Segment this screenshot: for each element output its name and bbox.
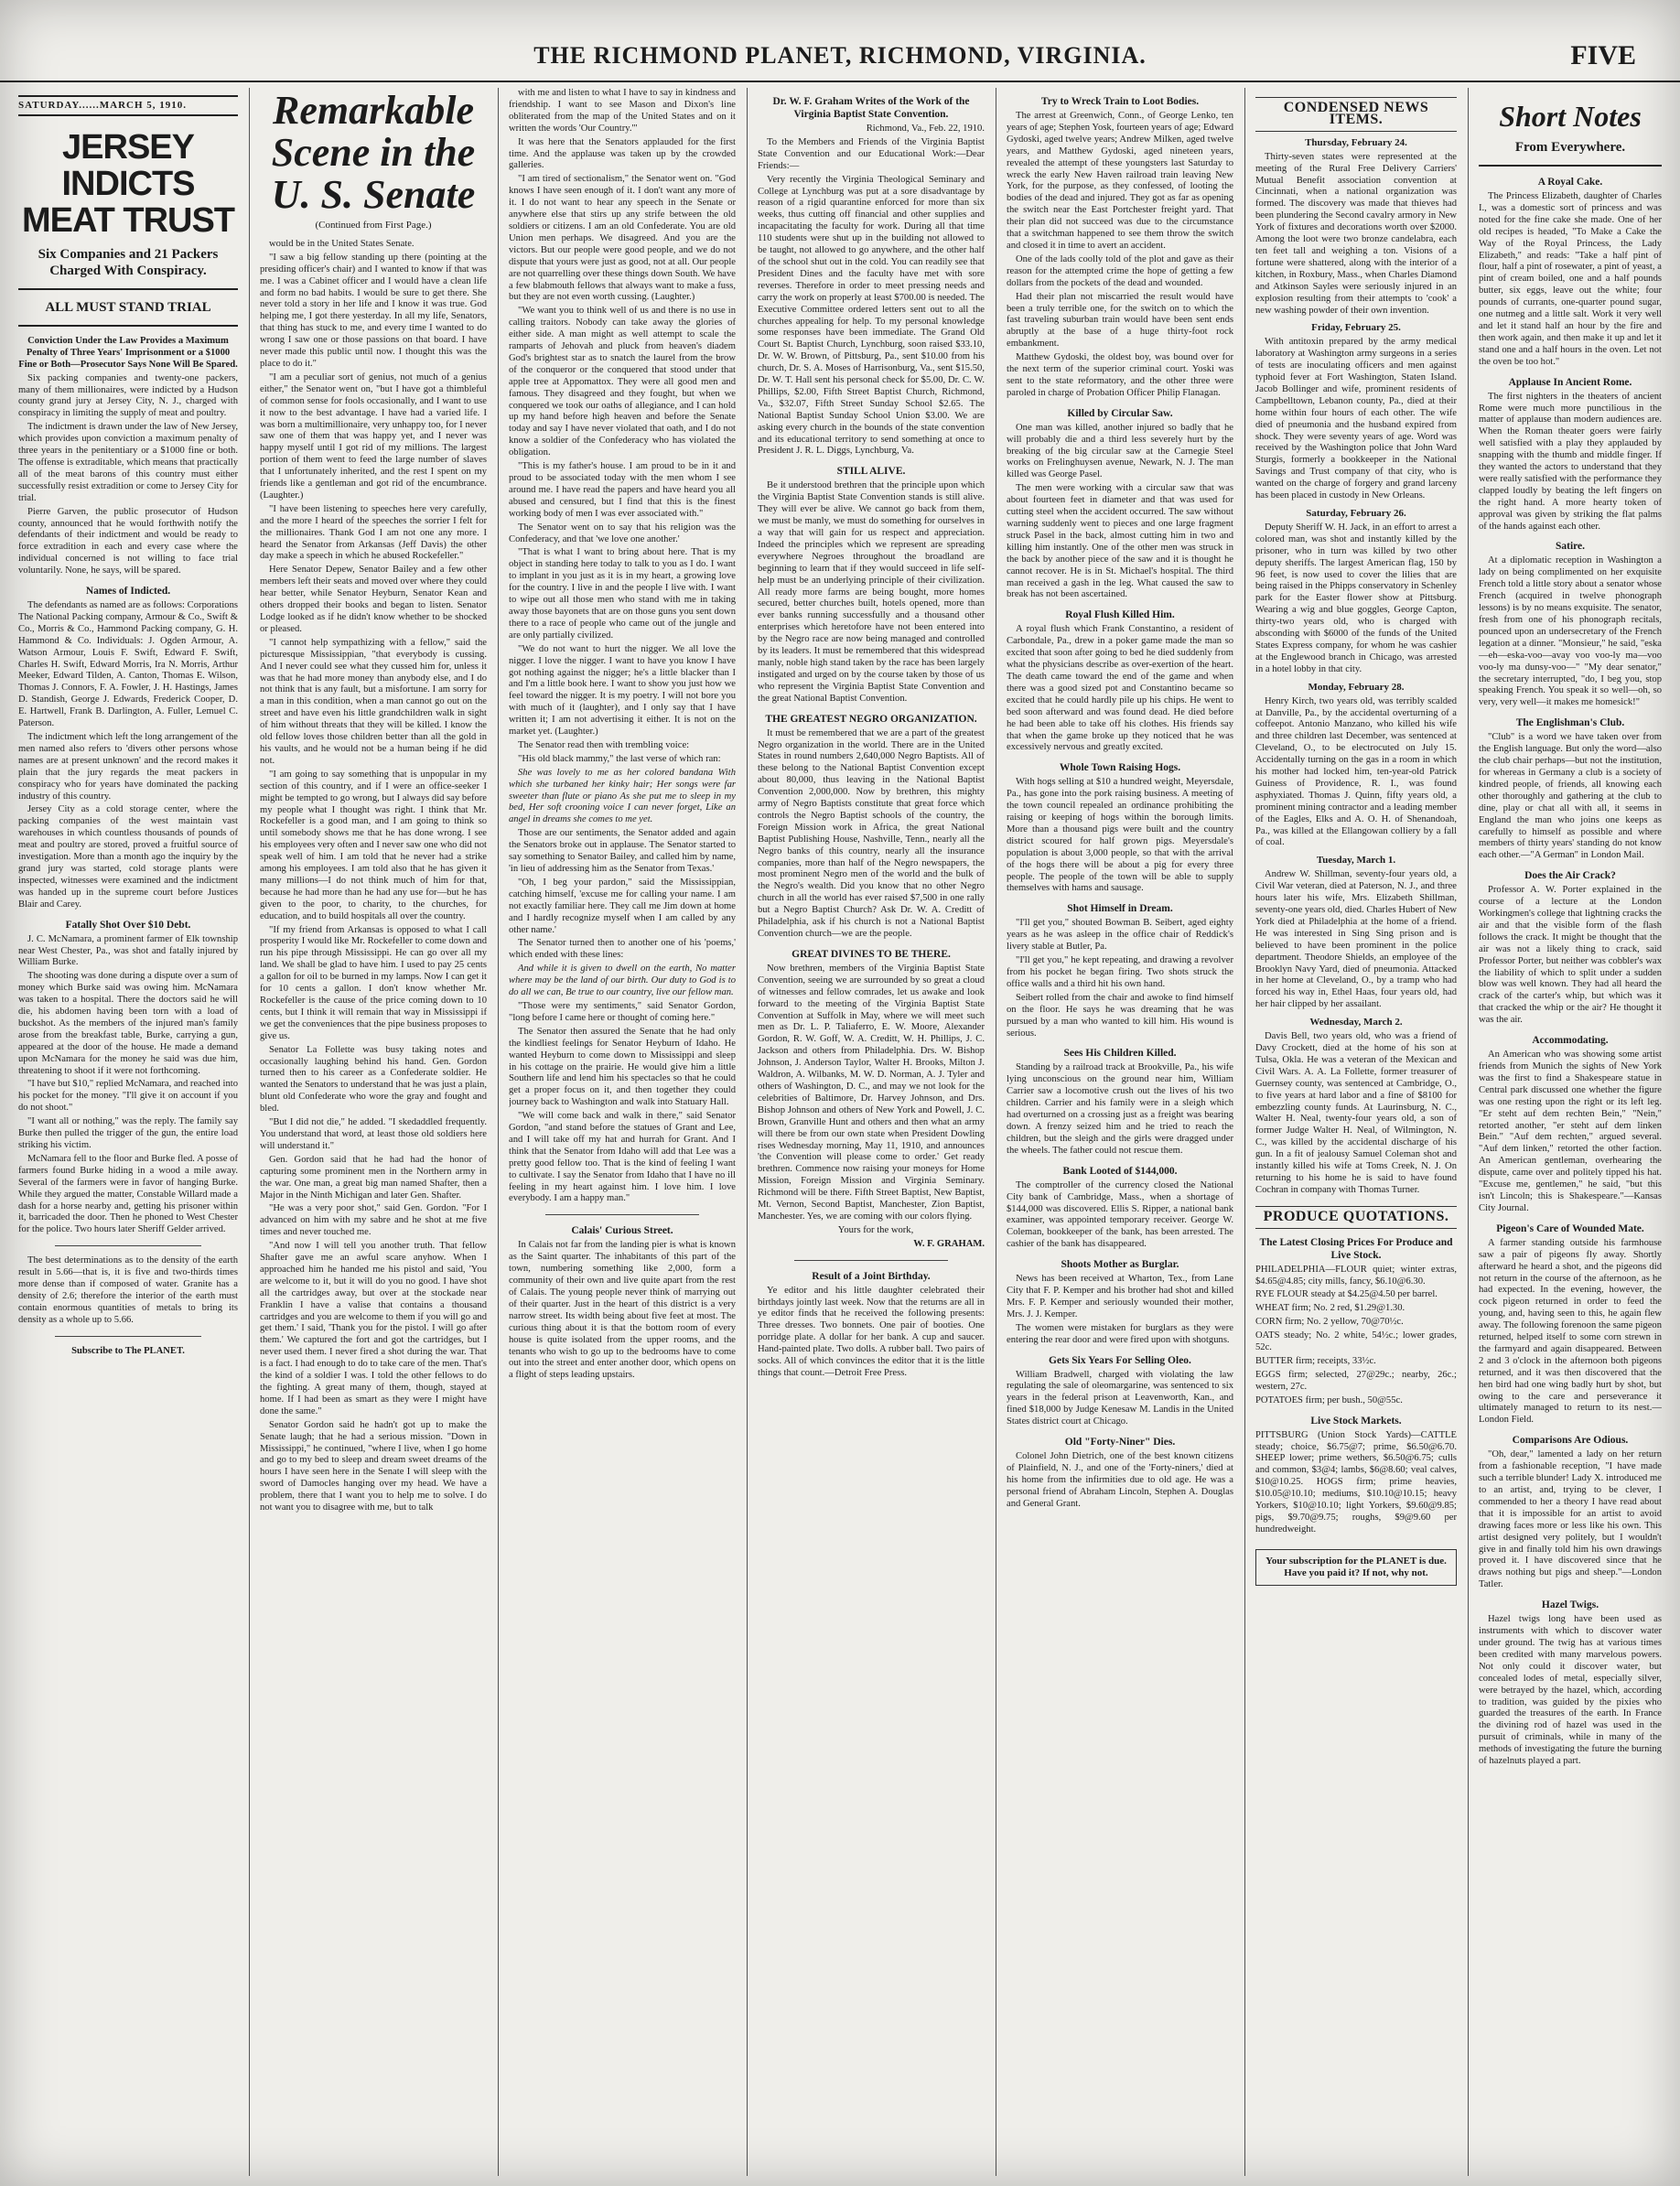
divider <box>1479 165 1662 167</box>
story-headline: Sees His Children Killed. <box>1063 1048 1177 1060</box>
news-item: Henry Kirch, two years old, was terribly scalded at Danville, Pa., by the accidental overturning of a coffeepot. Antonio Manzano, who killed his wife and three children last December, was sentenced at Cleveland, O., to be electrocuted on July 15. Accidentally turning on the gas in a room in which his mother had locked him, ten-year-old Patrick Guiness of Providence, R. I., was found asphyxiated. Thomas J. Quinn, fifty years old, a prominent mining contractor and a leading member of the Eagles, Elks and A. O. H. of Shenandoah, Pa., was killed at the Ellangowan colliery by a fall of coal. <box>1255 695 1457 848</box>
story-headline: Whole Town Raising Hogs. <box>1059 762 1181 774</box>
column-7 <box>1479 88 1662 2176</box>
article-paragraph: "I have but $10," replied McNamara, and reached into his pocket for the money. "I'll give it on account if you do not shoot." <box>18 1079 238 1114</box>
article-paragraph: The indictment which left the long arrangement of the men named also refers to 'divers other persons whose names are at present unknown' and the record makes it plain that the jury regards the meat packers in conspiracy who for years have dominated the packing industry of this country. <box>18 732 238 802</box>
news-day: Wednesday, March 2. <box>1309 1017 1403 1028</box>
news-item: Thirty-seven states were represented at the meeting of the Rural Free Delivery Carriers' Mutual Benefit association convention at Cincinnati, when a national organization was formed. The discovery was made that thieves had been plundering the Second cavalry armory in New York of fixtures and decorations worth over $2000. Among the loot were two bronze candelabra, each ten feet tall and weighing a ton. Visions of a fortune were shattered, along with the interior of a kitchen, in Roxbury, Mass., when Charles Diamond and Atkinson Sayles were seriously injured in an explosion resulting from their attempts to 'cook' a new washing powder of their own invention. <box>1255 151 1457 316</box>
poem-verse: And while it is given to dwell on the earth, No matter where may be the land of our birth. Our duty to God is to do all we can, Be true to our country, live our fellow man. <box>509 964 736 998</box>
produce-line: RYE FLOUR steady at $4.25@4.50 per barrel. <box>1255 1289 1438 1300</box>
section-subhead: STILL ALIVE. <box>836 466 906 478</box>
article-paragraph: "I'll get you," shouted Bowman B. Seibert, aged eighty years as he was asleep in the office chair of Reddick's livery stable at Butler, Pa. <box>1007 918 1233 953</box>
article-paragraph: Now brethren, members of the Virginia Baptist State Convention, seeing we are surrounded by so great a cloud of witnesses and fellow comrades, let us awake and look forward to the meeting of the Virginia Baptist State Convention at Suffolk in May, where we will meet such men as Dr. L. P. Taliaferro, E. W. Moore, Alexander Gordon, R. W. Goff, W. A. Creditt, W. H. Phillips, J. C. Jackson and others from Philadelphia. Drs. W. Bishop Johnson, J. Anderson Taylor, Walter H. Brooks, Milton J. Waldron, A. Wilbanks, M. W. D. Norman, A. J. Tyler and others of Washington, D. C., and may we not look for the celebrities of Baltimore, Dr. Harvey Johnson, and Drs. Bishop Johnson and others of New York and Powell, J. C. Brown, Granville Hunt and others and then what an army will there be from our own state when President Dowling rises Wednesday morning, May 11, 1910, and announces 'the Convention will please come to order.' Get ready brethren. Commence now raising your moneys for Home Mission, Foreign Mission and Virginia Seminary. Richmond will be there. Fifth Street Baptist, New Baptist, Mt. Vernon, Second Baptist, Manchester, Zion Baptist, Manchester. Yes, we are coming with our colors flying. <box>758 963 985 1222</box>
article-paragraph: The women were mistaken for burglars as they were entering the rear door and were fired upon with shotguns. <box>1007 1322 1233 1345</box>
condensed-news-heading: CONDENSED NEWS ITEMS. <box>1255 97 1457 132</box>
article-paragraph: "We do not want to hurt the nigger. We all love the nigger. I love the nigger. I want to have you know I have got nothing against the nigger; he's a little blacker than I and I'm a little book here. I want to show you just how we feel toward the nigger. It is my poetry. I will not bore you with much of it (laughter), and I only say that I have written it; I am not advertising it either. It is not on the market yet. (Laughter.) <box>509 643 736 738</box>
article-paragraph: The Senator went on to say that his religion was the Confederacy, and that 'we love one another.' <box>509 522 736 544</box>
produce-line: EGGS firm; selected, 27@29c.; nearby, 26c.; western, 27c. <box>1255 1369 1457 1392</box>
divider <box>55 1336 201 1337</box>
article-paragraph: "His old black mammy," the last verse of which ran: <box>518 753 721 764</box>
article-paragraph: Ye editor and his little daughter celebrated their birthdays jointly last week. Now that the returns are all in ye editor finds that he received the following presents: Three dresses. Two bonnets. One pair of booties. One porridge plate. A dollar for her bank. A cup and saucer. Hand-painted plate. Two dolls. A rubber ball. Two pairs of socks. All of which convinces the editor that it is the little things that count.—Detroit Free Press. <box>758 1285 985 1378</box>
article-paragraph: "He was a very poor shot," said Gen. Gordon. "For I advanced on him with my sabre and he shot at me five times and never touched me. <box>260 1203 487 1238</box>
article-paragraph: News has been received at Wharton, Tex., from Lane City that F. P. Kemper and his brother had shot and killed Mrs. F. P. Kemper and seriously wounded their mother, Mrs. J. J. Kemper. <box>1007 1274 1233 1319</box>
column-rule <box>1244 88 1245 2176</box>
note-text: "Club" is a word we have taken over from the English language. But only the word—also the club chair perhaps—but not the institution, for whereas in Germany a club is a society of kindred people, of friends, all knowing each other thoroughly and gathering at the club to dine, play or chat all with all, it seems in England the man who joins one keeps as carefully to himself as possible and where members of thirty years' standing do not know each other.—"A German" in London Mail. <box>1479 732 1662 861</box>
article-paragraph: "I'll get you," he kept repeating, and drawing a revolver from his pocket he began firing. Two shots struck the office walls and a third hit his own hand. <box>1007 955 1233 989</box>
produce-line: CORN firm; No. 2 yellow, 70@70½c. <box>1255 1317 1404 1328</box>
note-text: The first nighters in the theaters of ancient Rome were much more punctilious in the matter of applause than modern audiences are. When the Roman theater goers were fairly well satisfied with a play they applauded by snapping with the thumb and middle finger. If they wanted the actors to understand that they were really satisfied with the performance they clapped loudly by beating the left fingers on the right hand. A more hearty token of approval was given by striking the flat palms of the hands against each other. <box>1479 391 1662 532</box>
subscription-notice: Your subscription for the PLANET is due. Have you paid it? If not, why not. <box>1255 1549 1457 1586</box>
article-paragraph: The indictment is drawn under the law of New Jersey, which provides upon conviction a maximum penalty of three years in the penitentiary or a $1000 fine or both. The offense is extraditable, which means that practically all of the meat barons of this country must either successfully resist extradition or come to Jersey City for trial. <box>18 422 238 503</box>
note-text: Professor A. W. Porter explained in the course of a lecture at the London Workingmen's college that lightning cracks the air and that the visible form of the flash follows the crack. It might be thought that the air was not a likely thing to crack, said Professor Porter, but neither was cobbler's wax the liability of which to split under a sudden blow was well known. They had all heard the crack of the carter's whip, but which was it that cracked the whip or the air? He thought it was the air. <box>1479 885 1662 1026</box>
note-text: "Oh, dear," lamented a lady on her return from a fashionable reception, "I have made such a terrible blunder! Lady X. introduced me to an artist, and, trying to be clever, I commended to her a theory I have read about that it is impossible for an artist to avoid drawing faces more or less like his own. This artist designed very politely, but I wouldn't give in and finally told him his own drawings proved it. I have discovered since that he draws nothing but pigs and sheep."—London Tatler. <box>1479 1449 1662 1590</box>
article-paragraph: The shooting was done during a dispute over a sum of money which Burke said was owing him. McNamara was taken to a hospital. There the doctors said he will die, his abdomen having been torn with a load of buckshot. As the members of the injured man's family arose from the breakfast table, Burke, carrying a gun, appeared at the door of the house. He made a demand upon McNamara for the money he said was due him, threatening to shoot if it were not forthcoming. <box>18 971 238 1076</box>
article-paragraph: Seibert rolled from the chair and awoke to find himself on the floor. He says he was dreaming that he was pursued by a man who wanted to kill him. His wound is serious. <box>1007 992 1233 1039</box>
news-day: Thursday, February 24. <box>1305 136 1407 148</box>
continued-note: (Continued from First Page.) <box>315 220 432 231</box>
column-rule <box>498 88 499 2176</box>
article-paragraph: The Senator then assured the Senate that he had only the kindliest feelings for Senator Heyburn of Idaho. He wanted Heyburn to come down to Mississippi and sleep in his cottage on the prairie. He would give him a little Southern life and lend him his spectacles so that he could get a proper focus on it, and then together they could journey back to Washington and walk into Statuary Hall. <box>509 1026 736 1108</box>
article-paragraph: In Calais not far from the landing pier is what is known as the Saint quarter. The inhabitants of this part of the town, numbering something like 2,000, form a community of their own and live quite apart from the rest of Calais. The young people never think of marrying out of their quarter. Just in the heart of this district is a very narrow street. Its width being about five feet at most. The curious thing about it is that the bottom room of every house is quite isolated from the upper rooms, and the tenants who wish to go up to the bedrooms have to come out into the street and enter another door, which opens on a flight of steps leading upstairs. <box>509 1240 736 1381</box>
article-paragraph: Very recently the Virginia Theological Seminary and College at Lynchburg was put at a sore disadvantage by reason of a rigid quarantine enforced for more than six weeks, thus cutting off financial and other supplies and incapacitating the faculty for work. During all that time 110 students were shut up in the building not allowed to be taught, not allowed to go anywhere, and the other half of the school shut out in the cold. You can readily see that President Dines and the faculty have met with sore reverses. Therefore in order to meet pressing needs and carry the work on properly at least $700.00 is needed. The Executive Committee ordered letters sent out to all the churches appealing for help. To my personal knowledge some responses have been immediate. The Grand Old Court St. Baptist Church, Lynchburg, soon raised $33.10, Dr. W. W. Brown, of Pittsburg, Pa., sent $10.00 from his church, Dr. S. A. Moses of Harrisonburg, Va., sent $15.50, Dr. W. T. Hall sent his personal check for $5.00, Dr. C. W. Phillips, $2.00, Fifth Street Baptist Church, Richmond, Va., $32.07, Fifth Street Sunday School $2.65. The National Baptist Sunday School Union $3.00. We are asking every church in the bounds of the state convention and its educational territory to send something at once to President J. R. L. Diggs, Lynchburg, Va. <box>758 174 985 457</box>
article-paragraph: The arrest at Greenwich, Conn., of George Lenko, ten years of age; Stephen Yosk, fourteen years of age; Edward Gydoski, aged twelve years; Andrew Milken, aged twelve years, and Matthew Gydoski, aged nineteen years, revealed the attempt of these youngsters last Saturday to wreck the early New Haven railroad train leaving New York, for the purpose, as they confessed, of looting the bodies of the dead and injured. They got as far as opening the switch near the East Portchester freight yard. That their plan did not succeed was due to the circumstance that a switchman happened to see them throw the switch and closed it in time to avert an accident. <box>1007 111 1233 251</box>
article-paragraph: William Bradwell, charged with violating the law regulating the sale of oleomargarine, was sentenced to six years in the federal prison at Leavenworth, Kan., and fined $18,000 by Judge Kenesaw M. Landis in the United States district court at Chicago. <box>1007 1369 1233 1427</box>
note-headline: The Englishman's Club. <box>1515 717 1625 729</box>
article-paragraph: "Those were my sentiments," said Senator Gordon, "long before I came here or thought of coming here." <box>509 1000 736 1023</box>
livestock-subhead: Live Stock Markets. <box>1310 1415 1402 1427</box>
article-paragraph: The defendants as named are as follows: Corporations The National Packing company, Armour & Co., Swift & Co., Morris & Co., Hammond Packing company, G. H. Hammond & Co. Individuals: J. Ogden Armour, A. Watson Armour, Louis F. Swift, Edward F. Swift, Charles H. Swift, Edward Morris, Ira N. Morris, Arthur Meeker, Edward Tilden, A. Canton, Thomas E. Wilson, Thomas J. Connors, F. A. Fowler, J. H. Hastings, James D. Standish, George J. Edwards, Frederick Cooper, D. E. Hartwell, Frank B. Darlington, A. Fuller, Lemuel C. Paterson. <box>18 600 238 729</box>
article-paragraph: "And now I will tell you another truth. That fellow Shafter gave me an awful scare anyhow. When I approached him he handed me his pistol and said, 'You are welcome to it, but it will do you no good. I have shot all the cartridges away, but over at the stockade near Franklin I have a valise that contains a thousand cartridges and you are welcome to them if you will go and get them.' I said, 'Thank you for the pistol. I will go after them.' We captured the fort and got the cartridges, but I never used them. I never fired a shot during the war. That is a fact. I had enough to do to take care of the men. That's the kind of a soldier I was. I told the other fellows to do the fighting. A great many of them, though, stayed at home. If I had been as smart as they were I might have done the same." <box>260 1241 487 1416</box>
note-headline: A Royal Cake. <box>1537 177 1603 188</box>
column-1 <box>18 88 238 2176</box>
subhead-meat-trust: Six Companies and 21 Packers Charged With Conspiracy. <box>38 246 219 278</box>
note-headline: Pigeon's Care of Wounded Mate. <box>1496 1222 1644 1234</box>
article-paragraph: J. C. McNamara, a prominent farmer of Elk township near West Chester, Pa., was shot and fatally injured by William Burke. <box>18 933 238 968</box>
produce-line: WHEAT firm; No. 2 red, $1.29@1.30. <box>1255 1303 1405 1314</box>
masthead-title: THE RICHMOND PLANET, RICHMOND, VIRGINIA. <box>533 42 1147 69</box>
article-paragraph: Be it understood brethren that the principle upon which the Virginia Baptist State Convention stands is still alive. They will ever be alive. We cannot go back from them, we must be manly, we must do something for ourselves in a way that will gain for us respect and appreciation. Indeed the principles which we represent are spreading everywhere Negroes throughout the broadland are beginning to learn that if they would succeed in life self-help must be an underlying principle of their civilization. All ready more farms are being bought, more homes secured, better churches built, hotels opened, more than ever banks running successfully and a thousand other enterprises which heretofore have not been entered into by the Negro race are now being managed and controlled by its leaders. It must be remembered that this widespread manly, noble high stand taken by the race has been largely instigated and urged on by the course taken by those of us who represent the Virginia Baptist State Convention and the great National Baptist Convention. <box>758 480 985 704</box>
article-paragraph: Senator Gordon said he hadn't got up to make the Senate laugh; that he had a serious mission. "Down in Mississippi," he continued, "where I live, when I go home and go to my bed to sleep and dream sweet dreams of the hours I have seen here in the Senate I will sleep with the sword of Damocles hanging over my head. We have a problem, there that I want you to help me to solve. I do not want you to disagree with me, but to talk <box>260 1419 487 1513</box>
short-notes-headline: Short Notes <box>1499 100 1642 133</box>
news-day: Friday, February 25. <box>1311 322 1401 334</box>
news-day: Tuesday, March 1. <box>1316 855 1396 867</box>
subscribe-notice: Subscribe to The PLANET. <box>71 1345 185 1356</box>
article-paragraph: "I cannot help sympathizing with a fellow," said the picturesque Mississippian, "that everybody is cussing. And I never could see what they cussed him for, unless it was that he had more money than anybody else, and I do not think that is any fault, but a misfortune. I am sorry for a man in this condition, when a man cannot go out on the street and have even his little grandchildren walk in sight of him without threats that they will be killed. I know the old fellow loves those children better than all the gold in his vaults, and he would not be a human being if he did not. <box>260 637 487 766</box>
news-item: Deputy Sheriff W. H. Jack, in an effort to arrest a colored man, was shot and instantly killed by the prisoner, who in turn was killed by two other deputy sheriffs. The largest American flag, 150 by 96 feet, is now used to cover the lilies that are being raised in the Phipps conservatory in Schenley park for the Easter flower show at Pittsburg. Wearing a wig and blue goggles, George Capton, thirty-two years old, who is charged with absconding with $6000 of the funds of the United States Express company, for whom he was cashier at the Englewood branch in Chicago, was arrested in a hotel lobby in that city. <box>1255 522 1457 674</box>
column-2 <box>260 88 487 2176</box>
article-paragraph: With hogs selling at $10 a hundred weight, Meyersdale, Pa., has gone into the pork raising business. A meeting of the town council repealed an ordinance prohibiting the raising or keeping of hogs within the borough limits. More than a thousand pigs were built and the country district scoured for half grown pigs. Meyersdale's population is about 3,000 people, so that with the arrival of the hogs there will be about a pig for every three people. The people of the town will be able to supply themselves with hams and sausage. <box>1007 777 1233 894</box>
story-headline: Calais' Curious Street. <box>571 1225 673 1237</box>
produce-line: PHILADELPHIA—FLOUR quiet; winter extras, $4.65@4.85; city mills, fancy, $6.10@6.30. <box>1255 1264 1457 1287</box>
article-paragraph: It must be remembered that we are a part of the greatest Negro organization in the world. There are in the United States in round numbers 2,640,000 Negro Baptists. All of these belong to the National Baptist Convention except about 80,000, thus leaving in the National Baptist Convention 2,000,000. Now by brethren, this mighty army of Negro Baptists constitute that great force which controls the Negro Baptist schools of the country, the Foreign Mission work in Africa, the great National Baptist Publishing House, Nashville, Tenn., nearly all the Negro banks of this country, nearly all the insurance companies, more than half of the Negro newspapers, the most prominent Negro men of the world and the bulk of the Negro's wealth. Did you know that no other Negro church in all the world has ever raised $7,500 in one rally but a Negro Baptist Church? Ask Dr. W. A. Creditt of Philadelphia, ask if his church is not a National Baptist Convention church—we are the people. <box>758 727 985 939</box>
article-paragraph: "I am going to say something that is unpopular in my section of this country, and if I were an office-seeker I might be tempted to go wrong, but I always did say before my people what I thought was right. I think that Mr. Rockefeller is a good man, and I am going to think so until somebody shows me that he has done wrong. I see his employees very often and I never saw one who did not speak well of him. I am told that he never had a strike among his employees. I am told also that he has given it many millions—I do not think much of him for that, because he had more than he had any use for—but he has given to the poor, to charity, to the churches, for education, and to build hospitals all over the country. <box>260 769 487 921</box>
note-headline: Accommodating. <box>1532 1035 1609 1047</box>
story-headline: Royal Flush Killed Him. <box>1065 609 1175 621</box>
column-6 <box>1255 88 1457 2176</box>
article-paragraph: with me and listen to what I have to say in kindness and friendship. I want to see Mason and Dixon's line obliterated from the map of the United States and on it written the words 'Our Country.'" <box>509 88 736 134</box>
summary-meat-trust: Conviction Under the Law Provides a Maximum Penalty of Three Years' Imprisonment or a $1000 Fine or Both—Prosecutor Says None Will Be Spared. <box>18 335 238 370</box>
note-text: At a diplomatic reception in Washington a lady on being complimented on her exquisite French told a little story about a senator whose French (acquired in twelve phonograph lessons) is by no means exquisite. The senator, fresh from one of his phonograph recitals, pounced upon an undersecretary of the French legation at a dinner. "Monsieur," he said, "eska—eh—eska-voo—avay voo voo-ly ma—voo voo-ly ma dunsy-voo—" "My dear senator," the secretary interrupted, "do, I beg you, stop speaking French. You speak it so well—oh, so very, very well—it makes me homesick!" <box>1479 555 1662 708</box>
story-headline: Try to Wreck Train to Loot Bodies. <box>1040 96 1200 107</box>
article-paragraph: Those are our sentiments, the Senator added and again the Senators broke out in applause. The Senator started to say something to Senator Bailey, and called him by name, 'in lieu of addressing him as the Senator from Texas.' <box>509 828 736 874</box>
article-paragraph: Standing by a railroad track at Brookville, Pa., his wife lying unconscious on the ground near him, William Carrier saw a locomotive crush out the lives of his two children. Carrier and his family were in a sleigh which had overturned on a crossing just as a freight was bearing down. A frenzy seized him and he tried to reach the children, but the sleigh and the girls were dragged under the wheels. The father could not rescue them. <box>1007 1062 1233 1156</box>
section-subhead: GREAT DIVINES TO BE THERE. <box>792 948 951 960</box>
article-paragraph: Pierre Garven, the public prosecutor of Hudson county, announced that he would forthwith notify the defendants of their indictment and would be ready to force extradition in each and every case where the individual concerned is not willing to face trial voluntarily. None, he says, will be spared. <box>18 506 238 576</box>
article-paragraph: "I am tired of sectionalism," the Senator went on. "God knows I have seen enough of it. I don't want any more of it. I do not want to hear any speech in the Senate or anywhere else that stirs up any strife between the old soldiers or citizens. I am an old Confederate. You are old Union men perhaps. We disagreed. And you are the victors. But our people were good people, and we do not dispute that yours were just as good, not at all. Our people are not quarrelling over these things down South. We have a few blabmouth fellows that always want to make a fuss, but they are not even worth cussing. (Laughter.) <box>509 174 736 303</box>
article-paragraph: "I want all or nothing," was the reply. The family say Burke then pulled the trigger of the gun, the entire load striking his victim. <box>18 1116 238 1150</box>
story-headline: Bank Looted of $144,000. <box>1062 1165 1178 1177</box>
letter-salutation: To the Members and Friends of the Virginia Baptist State Convention and our Educational Work:—Dear Friends:— <box>758 136 985 171</box>
news-item: Andrew W. Shillman, seventy-four years old, a Civil War veteran, died at Paterson, N. J., and three hours later his wife, Mrs. Elizabeth Shillman, seventy-one years old, died. Charles Hubert of New York died at Philadelphia at the home of a friend. He was interested in Sing Sing prison and is believed to have been prominent in the police department. Theodore Shields, an employee of the Brooklyn Navy Yard, died of pneumonia. Attacked in her home at Cleveland, O., by a tramp who had forced his way in, Ethel Haas, four years old, had her hair clipped by her assailant. <box>1255 869 1457 1010</box>
story-headline: Dr. W. F. Graham Writes of the Work of the Virginia Baptist State Convention. <box>772 96 970 120</box>
story-headline: Killed by Circular Saw. <box>1067 407 1173 419</box>
divider <box>545 1214 699 1215</box>
article-paragraph: Gen. Gordon said that he had had the honor of capturing some prominent men in the Northern army in the war. One man, a great big man named Shafter, then a Major in the Ninth Michigan and later Gen. Shafter. <box>260 1154 487 1201</box>
note-text: An American who was showing some artist friends from Munich the sights of New York was the first to find a Shakespeare statue in Central park discussed one whether the figure was one resting upon the right or its left leg. "Er steht auf dem rechten Bein," "Nein," retorted another, "er steht auf dem linken Bein." "Auf dem rechten," argued several. "Auf dem linken," retorted the other faction. An American gentleman, overhearing the dispute, came over and politely tipped his hat. "Excuse me, gentlemen," he said, "but this isn't Lincoln; this is Shakespeare."—Kansas City Journal. <box>1479 1050 1662 1213</box>
column-rule <box>249 88 250 2176</box>
article-paragraph: "We want you to think well of us and there is no use in calling traitors. Nobody can take away the glories of either side. A man might as well attempt to scale the ramparts of Jehovah and pluck from heaven's diadem God's brightest star as to snatch the laurel from the brow of the conqueror or the conquered that stood under that apple tree at Appomattox. They were all good men and famous. They disagreed and they fought, but when we conquered we took our oaths of allegiance, and I can hold up my hand before high heaven and before the Senate today and say I have never violated that oath, and I do not know a soldier of the Confederacy who has violated the obligation. <box>509 306 736 458</box>
article-paragraph: Senator La Follette was busy taking notes and occasionally laughing behind his hand. Gen. Gordon turned then to his career as a Confederate soldier. He wanted the Senators to understand that he was just a plain, blunt old Confederate who wore the gray and fought and bled. <box>260 1044 487 1115</box>
letter-signoff: Yours for the work, <box>837 1224 914 1235</box>
story-headline: Result of a Joint Birthday. <box>812 1270 931 1282</box>
masthead <box>0 38 1680 82</box>
column-rule <box>747 88 748 2176</box>
article-paragraph: Six packing companies and twenty-one packers, many of them millionaires, were indicted by a Hudson county grand jury at Jersey City, N. J., charged with conspiracy in limiting the supply of meat and poultry. <box>18 372 238 419</box>
column-4 <box>758 88 985 2176</box>
column-5 <box>1007 88 1233 2176</box>
column-rule <box>1468 88 1469 2176</box>
story-headline: Old "Forty-Niner" Dies. <box>1064 1437 1176 1448</box>
column-3 <box>509 88 736 2176</box>
produce-line: OATS steady; No. 2 white, 54½c.; lower grades, 52c. <box>1255 1330 1457 1353</box>
article-paragraph: Here Senator Depew, Senator Bailey and a few other members left their seats and moved over where they could hear better, while Senator Heyburn, Senator Kean and others dropped their books and began to listen. Senator Lodge looked as if he didn't know whether to be shocked or pleased. <box>260 565 487 634</box>
article-paragraph: "But I did not die," he added. "I skedaddled frequently. You understand that word, at least those old soldiers here will understand it." <box>260 1117 487 1151</box>
article-paragraph: "I saw a big fellow standing up there (pointing at the presiding officer's chair) and I wanted to know if that was me. I was a Cabinet officer and I would have a clean life and form no bad habits. I would be sure to get there. She never told a story in her life and I know it was true. God helping me, I got there yesterday. In all my life, Senators, that thing has stuck to me, and every time I wanted to do wrong I saw one or those passions on that board. I have never made this public until now. I thought this was the place to do it." <box>260 252 487 369</box>
produce-heading: PRODUCE QUOTATIONS. <box>1255 1206 1457 1229</box>
note-text: Hazel twigs long have been used as instruments with which to discover water under ground. The twig has at various times been credited with many marvelous powers. Not only could it discover water, but concealed lodes of metal, especially silver, were betrayed by the hazel, which, according to tradition, was guided by the pixies who guarded the treasures of the earth. In France the divining rod of hazel was used in the pursuit of criminals, while in many of the methods of investigating the future the burning of hazelnuts played a part. <box>1479 1614 1662 1767</box>
divider <box>55 1245 201 1246</box>
short-notes-subhead: From Everywhere. <box>1514 140 1626 155</box>
headline-senate: Remarkable Scene in the U. S. Senate <box>271 88 476 217</box>
note-text: A farmer standing outside his farmhouse saw a pair of pigeons fly away. Shortly afterward he heard a shot, and the pigeons did not return in the course of the afternoon, as he had expected. In the evening, however, the cock pigeon returned in order to feed the young, and, having seen to this, he again flew away. The following forenoon the same pigeon returned, helped itself to some corn strewn in the farmyard and again disappeared. Between 2 and 3 o'clock in the afternoon both pigeons returned, and it was then discovered that the hen bird had one wing badly hurt by shot, but owing to the care and perseverance it ultimately managed to return to its nest.—London Field. <box>1479 1237 1662 1426</box>
note-headline: Hazel Twigs. <box>1541 1599 1599 1611</box>
produce-subhead: The Latest Closing Prices For Produce and Live Stock. <box>1259 1236 1453 1261</box>
story-headline: Shot Himself in Dream. <box>1067 903 1173 915</box>
poem-verse: She was lovely to me as her colored bandana With which she turbaned her kinky hair; Her songs were far sweeter than flute or piano As she put me to sleep in my bed, Her soft crooning voice I can never forget, Like an angel in dreams she comes to me yet. <box>509 767 736 825</box>
headline-meat-trust: JERSEY INDICTS MEAT TRUST <box>21 127 235 240</box>
divider <box>18 325 238 327</box>
produce-line: BUTTER firm; receipts, 33½c. <box>1255 1356 1376 1366</box>
article-paragraph: would be in the United States Senate. <box>269 238 415 249</box>
note-text: The Princess Elizabeth, daughter of Charles I., was a domestic sort of princess and was noted for the fine cake she made. One of her old recipes is headed, "To Make a Cake the Way of the Royal Princess, the Lady Elizabeth," and reads: "Take a half pint of flour, half a pint of rosewater, a pint of yeast, a pint of cream boiled, one and a half pounds butter, six eggs, leave out the white; four pounds of currants, one-quarter pound sugar, one nutmeg and a little salt. Work it very well and let it stand half an hour by the fire and then work again, and then make it up and let it stand one and a half hours in the oven. Let not the oven be too hot." <box>1479 191 1662 367</box>
article-paragraph: A royal flush which Frank Constantino, a resident of Carbondale, Pa., drew in a poker game made the man so excited that soon after going to bed he died suddenly from what the physicians describe as over-exertion of the heart. The death came toward the end of the game and when there was a good sized pot and Constantino became so excited that he could hardly pile up his chips. He went to bed soon afterward and was found dead. He died before he had been able to take off his clothes. His friends say that when the game broke up they noticed that he was excessively nervous and greatly excited. <box>1007 624 1233 753</box>
article-paragraph: "If my friend from Arkansas is opposed to what I call prosperity I would like Mr. Rockefeller to come down and run his pipe through Mississippi. He can go over all my land. We shall be glad to have him. I used to pay 25 cents a gallon for oil to be burned in my lamps. Now I can get it for 10 cents a gallon. I don't know whether Mr. Rockefeller is the cause of the price coming down to 10 cents, but I think it will remain that way in Mississippi if we get the conveniences that the pipe business proposes to give us. <box>260 924 487 1041</box>
names-subhead: Names of Indicted. <box>85 586 171 598</box>
article-paragraph: One man was killed, another injured so badly that he will probably die and a third less severely hurt by the breaking of the big circular saw at the Carnegie Steel works on Frelinghuysen avenue, Newark, N. J. The man killed was George Pasel. <box>1007 422 1233 480</box>
letter-dateline: Richmond, Va., Feb. 22, 1910. <box>866 124 985 134</box>
note-headline: Does the Air Crack? <box>1524 870 1616 882</box>
news-item: Davis Bell, two years old, who was a friend of Davy Crockett, died at the home of his son at Tulsa, Okla. He was a veteran of the Mexican and Civil Wars. A. A. La Follette, former treasurer of Guernsey county, was sentenced at Cambridge, O., to five years at hard labor and a fine of $8100 for embezzling county funds. At Laurinsburg, N. C., Walter H. Neal, twenty-four years old, a son of former Judge Walter H. Neal, of Wilmington, N. C., was killed by the accidental discharge of his gun. In a fit of jealousy Samuel Coleman shot and instantly killed his wife at Toms Creek, N. J. On returning to his home he is said to have found Cochran in company with Thomas Turner. <box>1255 1031 1457 1195</box>
story-headline: Gets Six Years For Selling Oleo. <box>1049 1354 1191 1366</box>
section-subhead: THE GREATEST NEGRO ORGANIZATION. <box>765 713 977 725</box>
deck-meat-trust: ALL MUST STAND TRIAL <box>45 299 211 315</box>
article-paragraph: McNamara fell to the floor and Burke fled. A posse of farmers found Burke hiding in a wood a mile away. Several of the farmers were in favor of hanging Burke. While they argued the matter, Constable Willard made a dash for a horse nearby and, getting his prisoner within it, barricaded the door. Then he phoned to West Chester for the police. Two hours later Sheriff Gelder arrived. <box>18 1153 238 1235</box>
article-paragraph: "I have been listening to speeches here very carefully, and the more I heard of the speeches the sorrier I felt for the millionaires. Thank God I am not one any more. I heard the Senator from Arkansas (Jeff Davis) the other day make a speech in which he abused Rockefeller." <box>260 503 487 562</box>
article-paragraph: Jersey City as a cold storage center, where the packing companies of the west maintain vast warehouses in which countless thousands of pounds of meat and poultry are stored, proved a fruitful source of investigation. More than a month ago the inquiry by the grand jury was started, cold storage plants were inspected, witnesses were examined and the indictment was handed up in the supreme court before Justices Blair and Carey. <box>18 804 238 910</box>
divider <box>18 288 238 290</box>
article-paragraph: The best determinations as to the density of the earth result in 5.66—that is, it is five and two-thirds times more dense than if composed of water. Granite has a density of 2.6; therefore the interior of the earth must contain enormous quantities of metals to bring its density as a whole up to 5.66. <box>18 1255 238 1325</box>
news-day: Monday, February 28. <box>1308 681 1405 693</box>
produce-line: POTATOES firm; per bush., 50@55c. <box>1255 1395 1403 1405</box>
divider <box>794 1260 948 1261</box>
article-paragraph: Matthew Gydoski, the oldest boy, was bound over for the next term of the superior criminal court. Yoski was sent to the state reformatory, and the other three were paroled in charge of Probation Officer Philip Flanagan. <box>1007 352 1233 398</box>
page-number: FIVE <box>1570 40 1636 70</box>
article-paragraph: "That is what I want to bring about here. That is my object in standing here today to talk to you as I do. I want to implant in you just as it is in my heart, a growing love for the country. I live in and the people I live with. I want to wipe out all those men who stand with me in taking away those bayonets that are on those guns you sent down there to a race of people who came out of the jungle and are only partially civilized. <box>509 547 736 641</box>
news-day: Saturday, February 26. <box>1306 508 1406 519</box>
article-paragraph: The Senator turned then to another one of his 'poems,' which ended with these lines: <box>509 938 736 961</box>
letter-signature: W. F. GRAHAM. <box>913 1238 985 1249</box>
article-paragraph: One of the lads coolly told of the plot and gave as their reason for the attempted crime the hope of getting a few dollars from the pockets of the dead and wounded. <box>1007 253 1233 288</box>
story-headline: Shoots Mother as Burglar. <box>1061 1259 1179 1271</box>
article-paragraph: "We will come back and walk in there," said Senator Gordon, "and stand before the statues of Grant and Lee, and I will take off my hat and hurrah for Grant. And I think that the Senator from Idaho will add that Lee was a pretty good fellow too. That is the kind of feeling I want to cultivate. I say the Senator from Idaho that I have no ill feeling in my heart against him. I love him. I love everybody. I am a happy man." <box>509 1111 736 1204</box>
story-headline: Fatally Shot Over $10 Debt. <box>65 919 191 931</box>
article-paragraph: The Senator read then with trembling voice: <box>518 739 690 750</box>
livestock-text: PITTSBURG (Union Stock Yards)—CATTLE steady; choice, $6.75@7; prime, $6.50@6.70. SHEEP lower; prime wethers, $6.50@6.75; culls and common, $3@4; lambs, $6@8.60; veal calves, $10@10.25. HOGS firm; prime heavies, $10.05@10.10; mediums, $10.10@10.15; heavy Yorkers, $10@10.10; light Yorkers, $9.60@9.85; pigs, $9.70@9.75; roughs, $9@9.60 per hundredweight. <box>1255 1429 1457 1535</box>
article-paragraph: The men were working with a circular saw that was about fourteen feet in diameter and that was used for cutting steel when the accident occurred. The saw without warning suddenly went to pieces and one large fragment struck Pasel in the back, almost cutting him in two and killing him instantly. One of the other men was struck in the back by another piece of the saw and it is thought he cannot recover. He is in St. Michael's hospital. The third man received a gash in the leg. What caused the saw to break has not been ascertained. <box>1007 483 1233 600</box>
note-headline: Comparisons Are Odious. <box>1512 1435 1629 1447</box>
note-headline: Applause In Ancient Rome. <box>1508 376 1632 388</box>
note-headline: Satire. <box>1555 541 1586 553</box>
article-paragraph: The comptroller of the currency closed the National City bank of Cambridge, Mass., when a shortage of $144,000 was discovered. Ellis S. Ripper, a national bank examiner, was appointed temporary receiver. George W. Coleman, bookkeeper of the bank, has been arrested. The cashier of the bank has disappeared. <box>1007 1179 1233 1250</box>
article-paragraph: "I am a peculiar sort of genius, not much of a genius either," the Senator went on, "but I have got a thimbleful of common sense for fools occasionally, and I want to use it now to the best advantage. I have had a varied life. I was born a multimillionaire, very unhappy too, for I never saw one of them that was happy yet, and I never was happy myself until I got rid of my millions. The largest portion of them went to feed the large number of slaves that I unfortunately inherited, and the rest I spent on my friends like a gentleman and got rid of the encumbrance. (Laughter.) <box>260 372 487 501</box>
article-paragraph: Had their plan not miscarried the result would have been a truly terrible one, for the switch on to which the fast traveling suburban train would have been sent ends abruptly at the base of a huge thirty-foot rock embankment. <box>1007 291 1233 350</box>
issue-dateline: SATURDAY......MARCH 5, 1910. <box>18 95 238 116</box>
news-item: With antitoxin prepared by the army medical laboratory at Washington army surgeons in a series of tests are inoculating officers and men against typhoid fever at Fort Washington, Staten Island. Jacob Bollinger and wife, prominent residents of Campbelltown, Lebanon county, Pa., died at their home within four hours of each other. The wife died of pneumonia and the husband expired from shock. They were seventy years of age. Word was received by the Washington police that John Ward Sturgis, formerly a bookkeeper in the National Savings and Trust company of that city, who is wanted on the charge of forgery and grand larceny has been placed in custody in New Orleans. <box>1255 337 1457 501</box>
article-paragraph: "This is my father's house. I am proud to be in it and proud to be associated today with the men whom I see around me. I have read the papers and have heard you all abused and censured, but I find that this is the finest working body of men I was ever associated with." <box>509 461 736 519</box>
article-paragraph: Colonel John Dietrich, one of the best known citizens of Plainfield, N. J., and one of the 'Forty-niners,' died at his home from the infirmities due to old age. He was a personal friend of Abraham Lincoln, Stephen A. Douglas and General Grant. <box>1007 1451 1233 1509</box>
article-paragraph: It was here that the Senators applauded for the first time. And the applause was taken up by the crowded galleries. <box>509 136 736 171</box>
article-paragraph: "Oh, I beg your pardon," said the Mississippian, catching himself, 'excuse me for calling your name. I am not exactly familiar here. They call me Jim down at home and I hardly recognize myself when I am called by any other name.' <box>509 877 736 935</box>
